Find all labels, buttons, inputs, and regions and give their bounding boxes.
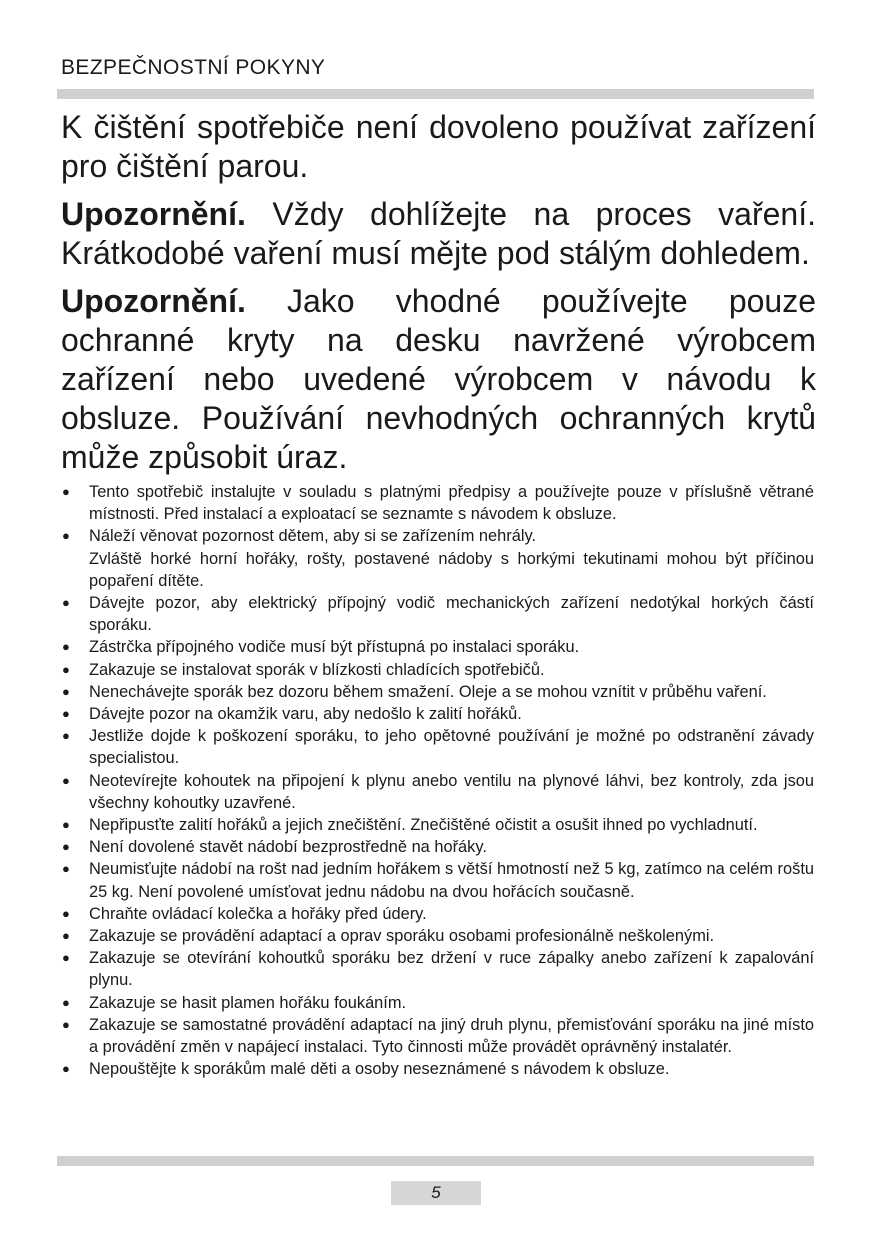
list-item [61, 903, 814, 925]
header-divider [57, 89, 814, 99]
steam-cleaning-warning: K čištění spotřebiče není dovoleno používat zařízení pro čištění parou. [61, 109, 816, 184]
warning-label: Upozornění. [61, 283, 246, 319]
bullet-icon: ● [62, 728, 70, 744]
list-item-text: Není dovolené stavět nádobí bezprostředně na hořáky. [89, 838, 487, 857]
list-item-text: Náleží věnovat pozornost dětem, aby si se zařízením nehrály. [89, 527, 537, 546]
bullet-icon: ● [62, 528, 70, 544]
list-item [61, 725, 814, 769]
list-item-text: Chraňte ovládací kolečka a hořáky před údery. [89, 904, 427, 923]
bullet-icon: ● [62, 595, 70, 611]
bullet-icon: ● [62, 994, 70, 1010]
list-item [61, 858, 814, 902]
list-item-text: Zakazuje se otevírání kohoutků sporáku bez držení v ruce zápalky anebo zařízení k zapalování plynu. [89, 949, 814, 990]
cooking-supervision-warning [61, 195, 816, 273]
list-item [61, 947, 814, 991]
bullet-icon: ● [62, 817, 70, 833]
list-item-text: Zakazuje se samostatné provádění adaptací na jiný druh plynu, přemisťování sporáku na jiné místo a provádění změn v napájecí instalaci. Tyto činnosti může provádět oprávněný instalatér. [89, 1015, 814, 1057]
list-item-text: Nepřipusťte zalití hořáků a jejich znečištění. Znečištěné očistit a osušit ihned po vychladnutí. [89, 816, 758, 835]
bullet-icon: ● [62, 928, 70, 944]
list-item [61, 525, 814, 592]
bullet-icon: ● [62, 839, 70, 855]
list-item-text: Tento spotřebič instalujte v souladu s platnými předpisy a používejte pouze v příslušně větrané místnosti. Před instalací a exploatací se seznamte s návodem k obsluze. [89, 483, 814, 524]
list-item [61, 592, 814, 636]
list-item [61, 703, 814, 725]
warning-label: Upozornění. [61, 196, 246, 232]
list-item [61, 770, 814, 814]
bullet-icon: ● [62, 1016, 70, 1032]
bullet-icon: ● [62, 861, 70, 877]
bullet-icon: ● [62, 639, 70, 655]
list-item [61, 836, 814, 858]
bullet-icon: ● [62, 772, 70, 788]
list-item [61, 481, 814, 525]
bullet-icon: ● [62, 484, 70, 499]
bullet-icon: ● [62, 683, 70, 699]
list-item [61, 814, 814, 836]
lead-warnings [61, 108, 816, 486]
list-item [61, 1014, 814, 1058]
footer-divider [57, 1156, 814, 1166]
bullet-icon: ● [62, 950, 70, 966]
list-item-text: Jestliže dojde k poškození sporáku, to jeho opětovné používání je možné po odstranění závady specialistou. [89, 727, 814, 768]
protective-covers-warning [61, 282, 816, 477]
list-item [61, 636, 814, 658]
bullet-icon: ● [62, 706, 70, 722]
list-item-text: Zakazuje se instalovat sporák v blízkosti chladících spotřebičů. [89, 660, 545, 679]
list-item-text: Neumisťujte nádobí na rošt nad jedním hořákem s větší hmotností než 5 kg, zatímco na celém roštu 25 kg. Není povolené umísťovat jednu nádobu na dvou hořácích současně. [89, 860, 814, 901]
page-number: 5 [391, 1181, 481, 1205]
list-item-text: Nenechávejte sporák bez dozoru během smažení. Oleje a se mohou vznítit v průběhu vaření. [89, 682, 767, 701]
list-item-text: Dávejte pozor, aby elektrický přípojný vodič mechanických zařízení nedotýkal horkých částí sporáku. [89, 594, 814, 635]
bullet-icon: ● [62, 661, 70, 677]
list-item [61, 925, 814, 947]
list-item [61, 681, 814, 703]
warning-text: Jako vhodné používejte pouze ochranné kryty na desku navržené výrobcem zařízení nebo uvedené výrobcem v návodu k obsluze. Používání nevhodných ochranných krytů může způsobit úraz. [61, 283, 816, 475]
list-item-text: Dávejte pozor na okamžik varu, aby nedošlo k zalití hořáků. [89, 705, 522, 724]
bullet-icon: ● [62, 1061, 70, 1077]
safety-instructions-list [61, 481, 814, 1080]
list-item [61, 659, 814, 681]
bullet-icon: ● [62, 905, 70, 921]
section-title: BEZPEČNOSTNÍ POKYNY [61, 56, 326, 79]
list-item-text: Zástrčka přípojného vodiče musí být přístupná po instalaci sporáku. [89, 638, 580, 657]
list-item-text: Zvláště horké horní hořáky, rošty, postavené nádoby s horkými tekutinami mohou být příčinou popaření dítěte. [89, 549, 814, 590]
list-item [61, 1058, 814, 1080]
list-item-text: Nepouštějte k sporákům malé děti a osoby neseznámené s návodem k obsluze. [89, 1060, 670, 1079]
list-item [61, 992, 814, 1014]
warning-text: Vždy dohlížejte na proces vaření. Krátkodobé vaření musí mějte pod stálým dohledem. [61, 196, 816, 271]
list-item-text: Zakazuje se hasit plamen hořáku foukáním. [89, 993, 407, 1012]
list-item-text: Neotevírejte kohoutek na připojení k plynu anebo ventilu na plynové láhvi, bez kontroly, zda jsou všechny kohoutky uzavřené. [89, 771, 814, 812]
list-item-text: Zakazuje se provádění adaptací a oprav sporáku osobami profesionálně neškolenými. [89, 927, 715, 946]
